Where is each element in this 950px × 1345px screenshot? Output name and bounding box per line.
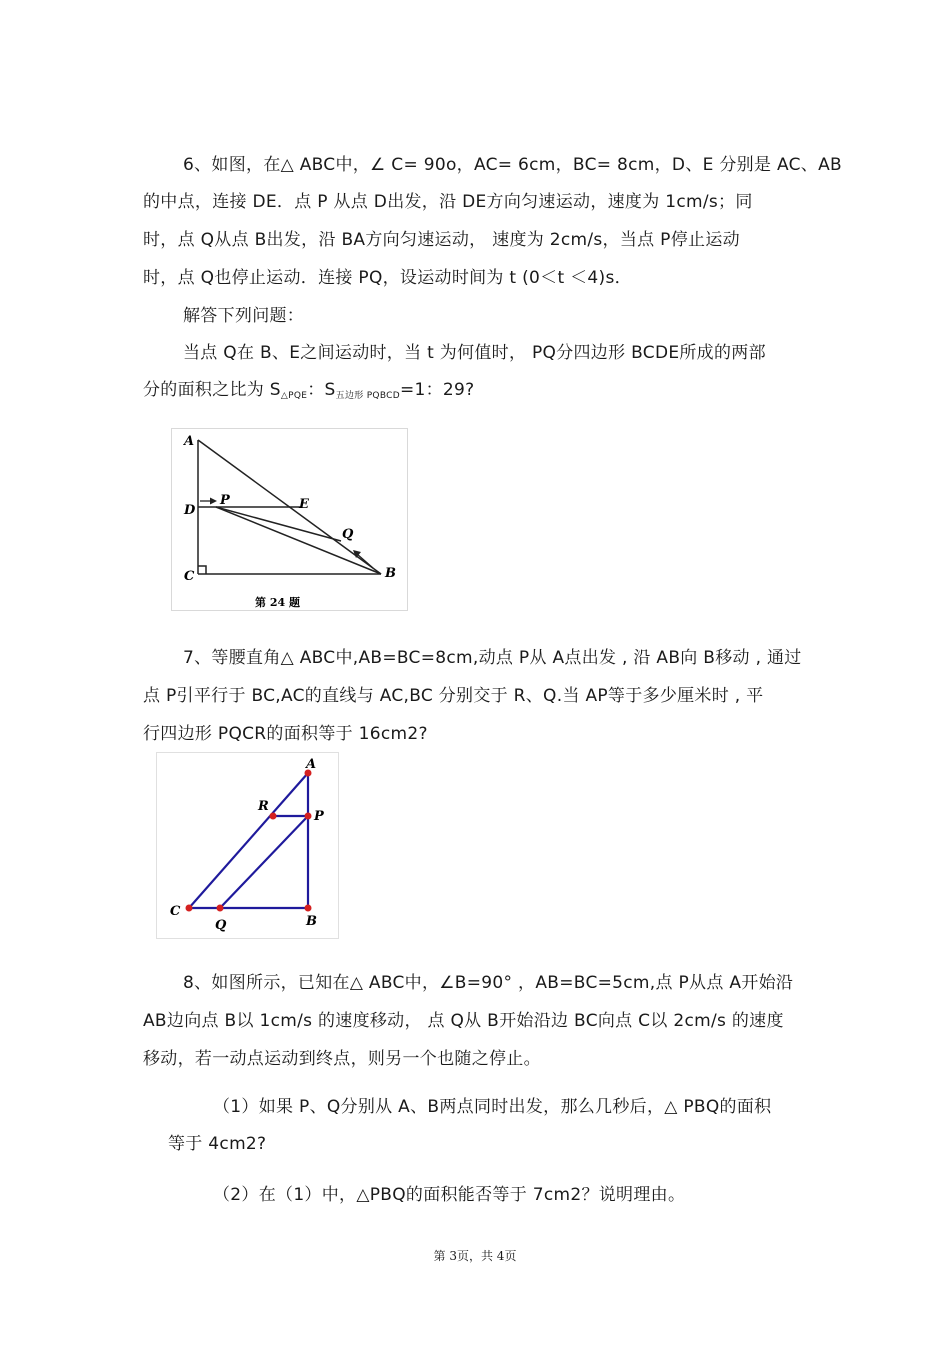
- label-a: A: [306, 757, 317, 772]
- q6-line-7: [143, 375, 474, 400]
- point-b: [305, 905, 312, 912]
- q7-line-2: 点 P引平行于 BC,AC的直线与 AC,BC 分别交于 R、Q.当 AP等于多少厘米时 , 平: [143, 686, 764, 706]
- q6-figure: [171, 428, 409, 612]
- q6-line-1: 6、如图，在△ ABC中，∠ C= 90o，AC= 6cm，BC= 8cm，D、E 分别是 AC、AB: [183, 155, 842, 175]
- point-r: [270, 813, 277, 820]
- label-r: R: [258, 799, 269, 814]
- q6-line-7-text-a: 分的面积之比为 S: [143, 380, 281, 400]
- q6-line-2: 的中点，连接 DE．点 P 从点 D出发，沿 DE方向匀速运动，速度为 1cm/s；同: [143, 192, 753, 212]
- label-c: C: [170, 904, 181, 919]
- q8-line-2: AB边向点 B以 1cm/s 的速度移动， 点 Q从 B开始沿边 BC向点 C以 2cm/s 的速度: [143, 1011, 784, 1031]
- figure-caption: 第 24 题: [255, 596, 300, 609]
- q6-line-7-sub-2: 五边形 PQBCD: [335, 391, 400, 401]
- point-p: [305, 813, 312, 820]
- q6-line-6: 当点 Q在 B、E之间运动时，当 t 为何值时， PQ分四边形 BCDE所成的两部: [183, 343, 766, 363]
- q6-line-7-text-b: ：S: [307, 380, 336, 400]
- label-e: E: [299, 497, 309, 512]
- label-p: P: [314, 809, 324, 824]
- q6-line-7-sub-1: △PQE: [280, 391, 308, 401]
- q6-line-5: 解答下列问题：: [183, 306, 305, 326]
- q7-line-1: 7、等腰直角△ ABC中,AB=BC=8cm,动点 P从 A点出发 , 沿 AB向 B移动 , 通过: [183, 648, 802, 668]
- label-a: A: [184, 434, 195, 449]
- q6-line-7-text-c: =1：29?: [399, 380, 475, 400]
- point-c: [186, 905, 193, 912]
- q6-line-4: 时，点 Q也停止运动．连接 PQ，设运动时间为 t (0＜t ＜4)s．: [143, 268, 632, 288]
- label-p: P: [220, 493, 230, 508]
- page-footer: 第 3页，共 4页: [433, 1249, 517, 1263]
- label-b: B: [306, 914, 317, 929]
- label-b: B: [385, 566, 396, 581]
- q8-part-1-line-1: （1）如果 P、Q分别从 A、B两点同时出发，那么几秒后，△ PBQ的面积: [213, 1097, 772, 1117]
- label-c: C: [184, 569, 195, 584]
- point-q: [217, 905, 224, 912]
- q8-part-1-line-2: 等于 4cm2?: [168, 1134, 267, 1154]
- q7-figure: [156, 752, 340, 940]
- label-q: Q: [342, 527, 354, 542]
- label-d: D: [184, 503, 196, 518]
- q6-line-3: 时，点 Q从点 B出发，沿 BA方向匀速运动， 速度为 2cm/s，当点 P停止运动: [143, 230, 740, 250]
- q8-line-1: 8、如图所示，已知在△ ABC中，∠B=90° ，AB=BC=5cm,点 P从点 A开始沿: [183, 973, 794, 993]
- q7-line-3: 行四边形 PQCR的面积等于 16cm2?: [143, 724, 428, 744]
- label-q: Q: [215, 918, 227, 933]
- q8-line-3: 移动，若一动点运动到终点，则另一个也随之停止。: [143, 1049, 541, 1069]
- figure-frame: [172, 429, 408, 611]
- q8-part-2: （2）在（1）中，△PBQ的面积能否等于 7cm2？说明理由。: [213, 1185, 686, 1205]
- figure-frame: [157, 753, 339, 939]
